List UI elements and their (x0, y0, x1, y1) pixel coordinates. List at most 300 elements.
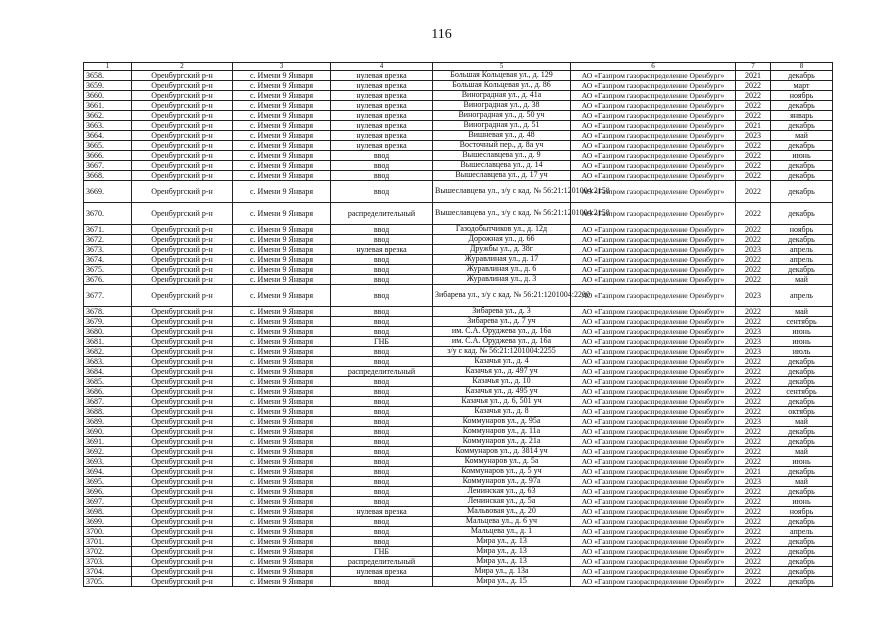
connection-type-cell: ввод (331, 171, 433, 181)
settlement-cell: с. Имени 9 Января (233, 235, 331, 245)
connection-type-cell: ввод (331, 487, 433, 497)
settlement-cell: с. Имени 9 Января (233, 497, 331, 507)
column-number-5: 5 (433, 63, 571, 71)
organization-cell: АО «Газпром газораспределение Оренбург» (571, 181, 736, 203)
organization-cell: АО «Газпром газораспределение Оренбург» (571, 337, 736, 347)
row-number-cell: 3672. (84, 235, 132, 245)
row-number-cell: 3705. (84, 577, 132, 587)
district-cell: Оренбургский р-н (132, 181, 233, 203)
row-number-cell: 3674. (84, 255, 132, 265)
row-number-cell: 3667. (84, 161, 132, 171)
connection-type-cell: нулевая врезка (331, 71, 433, 81)
address-cell: Мира ул., д. 13 (433, 537, 571, 547)
settlement-cell: с. Имени 9 Января (233, 71, 331, 81)
connection-type-cell: ввод (331, 517, 433, 527)
settlement-cell: с. Имени 9 Января (233, 151, 331, 161)
address-cell: Мальцева ул., д. 1 (433, 527, 571, 537)
month-cell: июнь (771, 457, 833, 467)
settlement-cell: с. Имени 9 Января (233, 547, 331, 557)
table-row (84, 337, 833, 347)
year-cell: 2022 (736, 487, 771, 497)
address-cell: Виноградная ул., д. 38 (433, 101, 571, 111)
year-cell: 2022 (736, 265, 771, 275)
month-cell: июнь (771, 337, 833, 347)
month-cell: май (771, 447, 833, 457)
row-number-cell: 3664. (84, 131, 132, 141)
connection-type-cell: ввод (331, 457, 433, 467)
table-row (84, 101, 833, 111)
district-cell: Оренбургский р-н (132, 437, 233, 447)
district-cell: Оренбургский р-н (132, 477, 233, 487)
year-cell: 2021 (736, 121, 771, 131)
month-cell: декабрь (771, 437, 833, 447)
address-cell: Вышеславцева ул., д. 14 (433, 161, 571, 171)
column-number-6: 6 (571, 63, 736, 71)
year-cell: 2022 (736, 307, 771, 317)
organization-cell: АО «Газпром газораспределение Оренбург» (571, 357, 736, 367)
address-cell: Коммунаров ул., д. 5 уч (433, 467, 571, 477)
month-cell: июнь (771, 151, 833, 161)
year-cell: 2023 (736, 327, 771, 337)
settlement-cell: с. Имени 9 Января (233, 307, 331, 317)
district-cell: Оренбургский р-н (132, 81, 233, 91)
year-cell: 2022 (736, 235, 771, 245)
table-row (84, 507, 833, 517)
settlement-cell: с. Имени 9 Января (233, 527, 331, 537)
connection-type-cell: ввод (331, 437, 433, 447)
address-cell: Виноградная ул., д. 50 уч (433, 111, 571, 121)
organization-cell: АО «Газпром газораспределение Оренбург» (571, 151, 736, 161)
year-cell: 2022 (736, 427, 771, 437)
table-row (84, 317, 833, 327)
year-cell: 2021 (736, 71, 771, 81)
connection-type-cell: нулевая врезка (331, 121, 433, 131)
year-cell: 2023 (736, 477, 771, 487)
district-cell: Оренбургский р-н (132, 203, 233, 225)
table-row (84, 141, 833, 151)
row-number-cell: 3678. (84, 307, 132, 317)
table-row (84, 447, 833, 457)
settlement-cell: с. Имени 9 Января (233, 275, 331, 285)
settlement-cell: с. Имени 9 Января (233, 387, 331, 397)
organization-cell: АО «Газпром газораспределение Оренбург» (571, 417, 736, 427)
month-cell: март (771, 81, 833, 91)
settlement-cell: с. Имени 9 Января (233, 567, 331, 577)
settlement-cell: с. Имени 9 Января (233, 225, 331, 235)
address-cell: им. С.А. Оруджева ул., д. 16а (433, 327, 571, 337)
settlement-cell: с. Имени 9 Января (233, 121, 331, 131)
address-cell: Дорожная ул., д. 66 (433, 235, 571, 245)
organization-cell: АО «Газпром газораспределение Оренбург» (571, 507, 736, 517)
table-row (84, 357, 833, 367)
address-cell: Казачья ул., д. 497 уч (433, 367, 571, 377)
month-cell: декабрь (771, 467, 833, 477)
connection-type-cell: ввод (331, 255, 433, 265)
month-cell: октябрь (771, 407, 833, 417)
connection-type-cell: ввод (331, 347, 433, 357)
year-cell: 2022 (736, 357, 771, 367)
address-cell: Вышеславцева ул., д. 17 уч (433, 171, 571, 181)
row-number-cell: 3671. (84, 225, 132, 235)
table-row (84, 91, 833, 101)
year-cell: 2022 (736, 161, 771, 171)
table-row (84, 377, 833, 387)
settlement-cell: с. Имени 9 Января (233, 467, 331, 477)
address-cell: Зибарева ул., з/у с кад. № 56:21:1201004:2200 (433, 285, 571, 307)
row-number-cell: 3689. (84, 417, 132, 427)
district-cell: Оренбургский р-н (132, 337, 233, 347)
table-row (84, 181, 833, 203)
connection-type-cell: нулевая врезка (331, 111, 433, 121)
organization-cell: АО «Газпром газораспределение Оренбург» (571, 307, 736, 317)
address-cell: Ленинская ул., д. 63 (433, 487, 571, 497)
table-row (84, 307, 833, 317)
district-cell: Оренбургский р-н (132, 467, 233, 477)
organization-cell: АО «Газпром газораспределение Оренбург» (571, 547, 736, 557)
table-row (84, 235, 833, 245)
settlement-cell: с. Имени 9 Января (233, 517, 331, 527)
gas-connection-table (83, 62, 833, 587)
district-cell: Оренбургский р-н (132, 357, 233, 367)
row-number-cell: 3691. (84, 437, 132, 447)
connection-type-cell: нулевая врезка (331, 245, 433, 255)
row-number-cell: 3658. (84, 71, 132, 81)
district-cell: Оренбургский р-н (132, 497, 233, 507)
address-cell: Мира ул., д. 13 (433, 547, 571, 557)
settlement-cell: с. Имени 9 Января (233, 131, 331, 141)
district-cell: Оренбургский р-н (132, 285, 233, 307)
table-row (84, 285, 833, 307)
year-cell: 2022 (736, 111, 771, 121)
district-cell: Оренбургский р-н (132, 407, 233, 417)
connection-type-cell: ввод (331, 317, 433, 327)
address-cell: Журавлиная ул., д. 17 (433, 255, 571, 265)
table-row (84, 517, 833, 527)
row-number-cell: 3704. (84, 567, 132, 577)
address-cell: Большая Кольцевая ул., д. 129 (433, 71, 571, 81)
address-cell: им. С.А. Оруджева ул., д. 16а (433, 337, 571, 347)
district-cell: Оренбургский р-н (132, 265, 233, 275)
organization-cell: АО «Газпром газораспределение Оренбург» (571, 367, 736, 377)
month-cell: июль (771, 347, 833, 357)
month-cell: декабрь (771, 121, 833, 131)
table-row (84, 547, 833, 557)
organization-cell: АО «Газпром газораспределение Оренбург» (571, 437, 736, 447)
address-cell: Казачья ул., д. 4 (433, 357, 571, 367)
row-number-cell: 3670. (84, 203, 132, 225)
settlement-cell: с. Имени 9 Января (233, 285, 331, 307)
organization-cell: АО «Газпром газораспределение Оренбург» (571, 101, 736, 111)
settlement-cell: с. Имени 9 Января (233, 181, 331, 203)
page-number: 116 (431, 27, 452, 42)
month-cell: декабрь (771, 427, 833, 437)
month-cell: декабрь (771, 537, 833, 547)
table-row (84, 457, 833, 467)
settlement-cell: с. Имени 9 Января (233, 255, 331, 265)
month-cell: декабрь (771, 567, 833, 577)
row-number-cell: 3692. (84, 447, 132, 457)
address-cell: Казачья ул., д. 10 (433, 377, 571, 387)
month-cell: ноябрь (771, 507, 833, 517)
year-cell: 2022 (736, 387, 771, 397)
year-cell: 2023 (736, 245, 771, 255)
year-cell: 2022 (736, 171, 771, 181)
district-cell: Оренбургский р-н (132, 245, 233, 255)
connection-type-cell: нулевая врезка (331, 507, 433, 517)
organization-cell: АО «Газпром газораспределение Оренбург» (571, 327, 736, 337)
row-number-cell: 3675. (84, 265, 132, 275)
month-cell: ноябрь (771, 91, 833, 101)
month-cell: декабрь (771, 517, 833, 527)
month-cell: январь (771, 111, 833, 121)
address-cell: Зибарева ул., д. 3 (433, 307, 571, 317)
month-cell: декабрь (771, 357, 833, 367)
table-row (84, 417, 833, 427)
table-row (84, 111, 833, 121)
district-cell: Оренбургский р-н (132, 397, 233, 407)
row-number-cell: 3682. (84, 347, 132, 357)
settlement-cell: с. Имени 9 Января (233, 487, 331, 497)
year-cell: 2022 (736, 457, 771, 467)
district-cell: Оренбургский р-н (132, 517, 233, 527)
column-number-4: 4 (331, 63, 433, 71)
month-cell: май (771, 417, 833, 427)
month-cell: декабрь (771, 235, 833, 245)
year-cell: 2022 (736, 447, 771, 457)
month-cell: декабрь (771, 577, 833, 587)
settlement-cell: с. Имени 9 Января (233, 161, 331, 171)
connection-type-cell: ГНБ (331, 547, 433, 557)
district-cell: Оренбургский р-н (132, 121, 233, 131)
connection-type-cell: нулевая врезка (331, 141, 433, 151)
district-cell: Оренбургский р-н (132, 347, 233, 357)
row-number-cell: 3661. (84, 101, 132, 111)
settlement-cell: с. Имени 9 Января (233, 457, 331, 467)
address-cell: Мира ул., д. 13 (433, 557, 571, 567)
address-cell: Ленинская ул., д. 5а (433, 497, 571, 507)
month-cell: декабрь (771, 101, 833, 111)
connection-type-cell: распределительный (331, 557, 433, 567)
month-cell: май (771, 307, 833, 317)
address-cell: Казачья ул., д. 6, 501 уч (433, 397, 571, 407)
organization-cell: АО «Газпром газораспределение Оренбург» (571, 467, 736, 477)
settlement-cell: с. Имени 9 Января (233, 265, 331, 275)
row-number-cell: 3676. (84, 275, 132, 285)
settlement-cell: с. Имени 9 Января (233, 377, 331, 387)
year-cell: 2022 (736, 507, 771, 517)
organization-cell: АО «Газпром газораспределение Оренбург» (571, 407, 736, 417)
month-cell: декабрь (771, 377, 833, 387)
district-cell: Оренбургский р-н (132, 111, 233, 121)
address-cell: Зибарева ул., д. 7 уч (433, 317, 571, 327)
organization-cell: АО «Газпром газораспределение Оренбург» (571, 517, 736, 527)
year-cell: 2023 (736, 131, 771, 141)
organization-cell: АО «Газпром газораспределение Оренбург» (571, 477, 736, 487)
address-cell: Дружбы ул., д. 38г (433, 245, 571, 255)
table-row (84, 151, 833, 161)
table-body (84, 71, 833, 587)
settlement-cell: с. Имени 9 Января (233, 327, 331, 337)
table-row (84, 557, 833, 567)
table-row (84, 477, 833, 487)
connection-type-cell: ввод (331, 497, 433, 507)
row-number-cell: 3700. (84, 527, 132, 537)
settlement-cell: с. Имени 9 Января (233, 367, 331, 377)
district-cell: Оренбургский р-н (132, 161, 233, 171)
address-cell: Вишневая ул., д. 48 (433, 131, 571, 141)
month-cell: сентябрь (771, 387, 833, 397)
organization-cell: АО «Газпром газораспределение Оренбург» (571, 567, 736, 577)
district-cell: Оренбургский р-н (132, 235, 233, 245)
year-cell: 2023 (736, 285, 771, 307)
connection-type-cell: нулевая врезка (331, 567, 433, 577)
year-cell: 2022 (736, 81, 771, 91)
table-row (84, 275, 833, 285)
settlement-cell: с. Имени 9 Января (233, 447, 331, 457)
organization-cell: АО «Газпром газораспределение Оренбург» (571, 457, 736, 467)
district-cell: Оренбургский р-н (132, 367, 233, 377)
organization-cell: АО «Газпром газораспределение Оренбург» (571, 527, 736, 537)
connection-type-cell: ввод (331, 467, 433, 477)
month-cell: сентябрь (771, 317, 833, 327)
table-row (84, 121, 833, 131)
year-cell: 2022 (736, 517, 771, 527)
connection-type-cell: нулевая врезка (331, 81, 433, 91)
connection-type-cell: ввод (331, 161, 433, 171)
connection-type-cell: распределительный (331, 367, 433, 377)
row-number-cell: 3677. (84, 285, 132, 307)
organization-cell: АО «Газпром газораспределение Оренбург» (571, 377, 736, 387)
address-cell: Большая Кольцевая ул., д. 86 (433, 81, 571, 91)
organization-cell: АО «Газпром газораспределение Оренбург» (571, 81, 736, 91)
connection-type-cell: ввод (331, 151, 433, 161)
organization-cell: АО «Газпром газораспределение Оренбург» (571, 387, 736, 397)
year-cell: 2022 (736, 275, 771, 285)
month-cell: декабрь (771, 181, 833, 203)
address-cell: Виноградная ул., д. 51 (433, 121, 571, 131)
address-cell: Вышеславцева ул., д. 9 (433, 151, 571, 161)
table-row (84, 397, 833, 407)
settlement-cell: с. Имени 9 Января (233, 317, 331, 327)
organization-cell: АО «Газпром газораспределение Оренбург» (571, 71, 736, 81)
table-row (84, 255, 833, 265)
address-cell: Коммунаров ул., д. 3814 уч (433, 447, 571, 457)
column-number-2: 2 (132, 63, 233, 71)
column-number-3: 3 (233, 63, 331, 71)
table-row (84, 225, 833, 235)
organization-cell: АО «Газпром газораспределение Оренбург» (571, 121, 736, 131)
address-cell: Вышеславцева ул., з/у с кад. № 56:21:1201004:2158 (433, 181, 571, 203)
connection-type-cell: ввод (331, 417, 433, 427)
table-row (84, 577, 833, 587)
table-row (84, 367, 833, 377)
organization-cell: АО «Газпром газораспределение Оренбург» (571, 557, 736, 567)
row-number-cell: 3662. (84, 111, 132, 121)
organization-cell: АО «Газпром газораспределение Оренбург» (571, 285, 736, 307)
month-cell: декабрь (771, 557, 833, 567)
settlement-cell: с. Имени 9 Января (233, 203, 331, 225)
year-cell: 2022 (736, 367, 771, 377)
table-row (84, 487, 833, 497)
settlement-cell: с. Имени 9 Января (233, 81, 331, 91)
settlement-cell: с. Имени 9 Января (233, 171, 331, 181)
year-cell: 2022 (736, 255, 771, 265)
organization-cell: АО «Газпром газораспределение Оренбург» (571, 497, 736, 507)
year-cell: 2022 (736, 91, 771, 101)
connection-type-cell: ввод (331, 477, 433, 487)
year-cell: 2022 (736, 141, 771, 151)
row-number-cell: 3686. (84, 387, 132, 397)
connection-type-cell: ввод (331, 285, 433, 307)
row-number-cell: 3680. (84, 327, 132, 337)
row-number-cell: 3687. (84, 397, 132, 407)
year-cell: 2023 (736, 337, 771, 347)
table-row (84, 387, 833, 397)
month-cell: июнь (771, 497, 833, 507)
address-cell: Журавлиная ул., д. 3 (433, 275, 571, 285)
connection-type-cell: ввод (331, 407, 433, 417)
district-cell: Оренбургский р-н (132, 387, 233, 397)
district-cell: Оренбургский р-н (132, 275, 233, 285)
organization-cell: АО «Газпром газораспределение Оренбург» (571, 537, 736, 547)
month-cell: май (771, 275, 833, 285)
year-cell: 2021 (736, 467, 771, 477)
organization-cell: АО «Газпром газораспределение Оренбург» (571, 235, 736, 245)
settlement-cell: с. Имени 9 Января (233, 337, 331, 347)
month-cell: декабрь (771, 71, 833, 81)
year-cell: 2022 (736, 317, 771, 327)
organization-cell: АО «Газпром газораспределение Оренбург» (571, 225, 736, 235)
organization-cell: АО «Газпром газораспределение Оренбург» (571, 347, 736, 357)
settlement-cell: с. Имени 9 Января (233, 577, 331, 587)
district-cell: Оренбургский р-н (132, 101, 233, 111)
settlement-cell: с. Имени 9 Января (233, 507, 331, 517)
row-number-cell: 3699. (84, 517, 132, 527)
organization-cell: АО «Газпром газораспределение Оренбург» (571, 487, 736, 497)
year-cell: 2022 (736, 397, 771, 407)
connection-type-cell: ввод (331, 357, 433, 367)
row-number-cell: 3669. (84, 181, 132, 203)
table-row (84, 161, 833, 171)
year-cell: 2022 (736, 567, 771, 577)
settlement-cell: с. Имени 9 Января (233, 91, 331, 101)
month-cell: декабрь (771, 265, 833, 275)
table-row (84, 437, 833, 447)
connection-type-cell: ввод (331, 307, 433, 317)
month-cell: апрель (771, 245, 833, 255)
address-cell: Мальвовая ул., д. 20 (433, 507, 571, 517)
district-cell: Оренбургский р-н (132, 225, 233, 235)
district-cell: Оренбургский р-н (132, 71, 233, 81)
organization-cell: АО «Газпром газораспределение Оренбург» (571, 317, 736, 327)
row-number-cell: 3663. (84, 121, 132, 131)
address-cell: Коммунаров ул., д. 21а (433, 437, 571, 447)
district-cell: Оренбургский р-н (132, 327, 233, 337)
month-cell: апрель (771, 285, 833, 307)
district-cell: Оренбургский р-н (132, 487, 233, 497)
address-cell: Мира ул., д. 15 (433, 577, 571, 587)
row-number-cell: 3695. (84, 477, 132, 487)
district-cell: Оренбургский р-н (132, 527, 233, 537)
organization-cell: АО «Газпром газораспределение Оренбург» (571, 397, 736, 407)
row-number-cell: 3668. (84, 171, 132, 181)
table-row (84, 245, 833, 255)
organization-cell: АО «Газпром газораспределение Оренбург» (571, 111, 736, 121)
table-row (84, 71, 833, 81)
connection-type-cell: ввод (331, 235, 433, 245)
table-row (84, 427, 833, 437)
district-cell: Оренбургский р-н (132, 131, 233, 141)
